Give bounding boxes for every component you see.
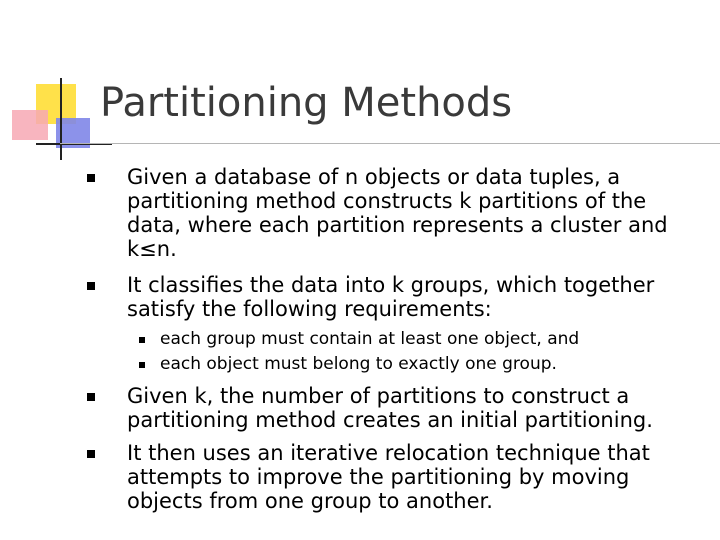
slide-title: Partitioning Methods	[100, 80, 513, 126]
bullet-initial-partitioning: Given k, the number of partitions to construct a partitioning method creates an initial partitioning.	[127, 384, 687, 432]
subbullet-object-belongs-group: each object must belong to exactly one group.	[160, 353, 680, 376]
bullet-iterative-relocation: It then uses an iterative relocation technique that attempts to improve the partitioning by moving objects from one group to another.	[127, 441, 687, 513]
subbullet-group-contains-object: each group must contain at least one object, and	[160, 328, 680, 351]
bullet-database-partitions: Given a database of n objects or data tuples, a partitioning method constructs k partitions of the data, where each partition represents a cluster and k≤n.	[127, 165, 687, 261]
bullet-classifies-data: It classifies the data into k groups, which together satisfy the following requirements:	[127, 273, 687, 321]
